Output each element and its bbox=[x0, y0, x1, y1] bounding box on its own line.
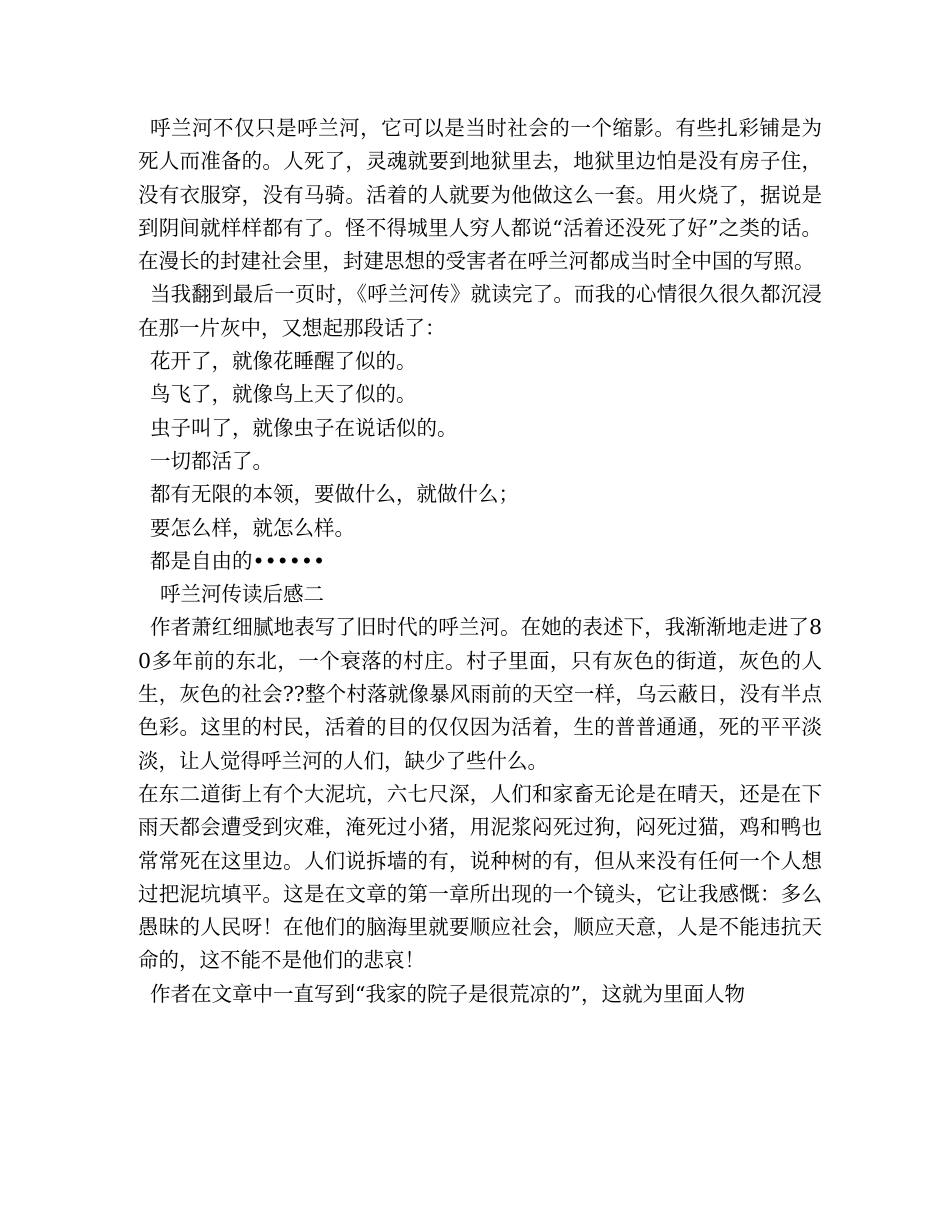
poem-line-3: 虫子叫了，就像虫子在说话似的。 bbox=[150, 415, 458, 440]
poem-line-5: 都有无限的本领，要做什么，就做什么； bbox=[150, 482, 519, 507]
document-page bbox=[138, 112, 822, 1011]
poem-line-7: 都是自由的•••••• bbox=[150, 548, 326, 573]
poem-line-4: 一切都活了。 bbox=[150, 448, 273, 473]
body-paragraph-2: 当我翻到最后一页时，《呼兰河传》就读完了。而我的心情很久很久都沉浸在那一片灰中，又想起那段话了： bbox=[138, 282, 822, 340]
poem-line-1: 花开了，就像花睡醒了似的。 bbox=[150, 349, 417, 374]
section-title: 呼兰河传读后感二 bbox=[160, 582, 324, 607]
section-paragraph-2: 在东二道街上有个大泥坑，六七尺深，人们和家畜无论是在晴天，还是在下雨天都会遭受到灾难，淹死过小猪，用泥浆闷死过狗，闷死过猫，鸡和鸭也常常死在这里边。人们说拆墙的有，说种树的有，但从来没有任何一个人想过把泥坑填平。这是在文章的第一章所出现的一个镜头，它让我感慨：多么愚昧的人民呀！在他们的脑海里就要顺应社会，顺应天意，人是不能违抗天命的，这不能不是他们的悲哀！ bbox=[138, 781, 822, 973]
section-paragraph-1: 作者萧红细腻地表写了旧时代的呼兰河。在她的表述下，我渐渐地走进了80多年前的东北，一个衰落的村庄。村子里面，只有灰色的街道，灰色的人生，灰色的社会??整个村落就像暴风雨前的天空一样，乌云蔽日，没有半点色彩。这里的村民，活着的目的仅仅因为活着，生的普普通通，死的平平淡淡，让人觉得呼兰河的人们，缺少了些什么。 bbox=[138, 615, 822, 773]
poem-line-2: 鸟飞了，就像鸟上天了似的。 bbox=[150, 382, 417, 407]
body-paragraph-1: 呼兰河不仅只是呼兰河，它可以是当时社会的一个缩影。有些扎彩铺是为死人而准备的。人死了，灵魂就要到地狱里去，地狱里边怕是没有房子住，没有衣服穿，没有马骑。活着的人就要为他做这么一套。用火烧了，据说是到阴间就样样都有了。怪不得城里人穷人都说“活着还没死了好”之类的话。在漫长的封建社会里，封建思想的受害者在呼兰河都成当时全中国的写照。 bbox=[138, 116, 822, 274]
poem-line-6: 要怎么样，就怎么样。 bbox=[150, 515, 355, 540]
section-paragraph-3: 作者在文章中一直写到“我家的院子是很荒凉的”，这就为里面人物 bbox=[150, 981, 745, 1006]
